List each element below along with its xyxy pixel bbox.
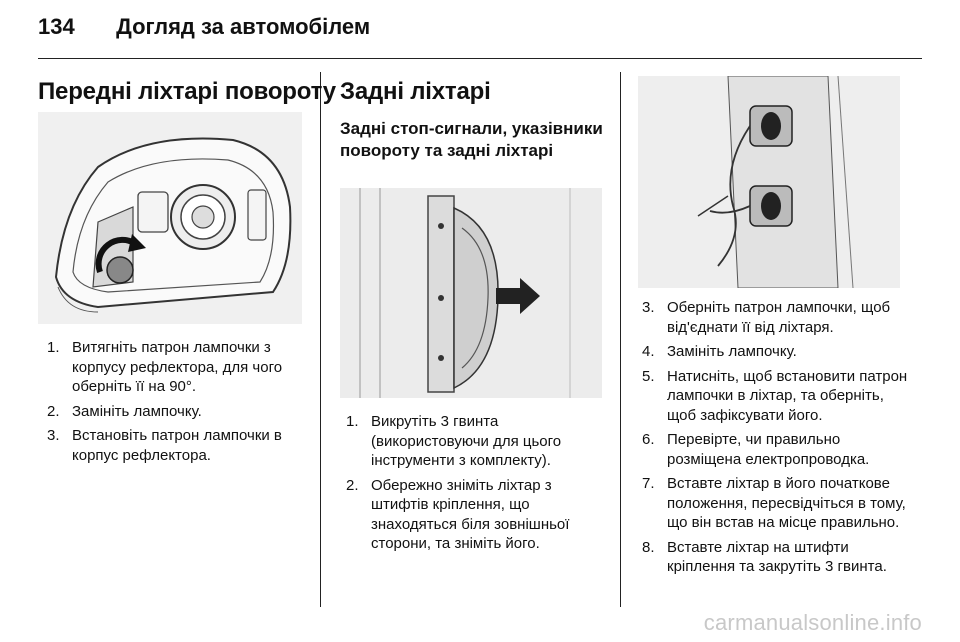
bulb-replacement-steps: [642, 298, 917, 582]
front-turn-signals-heading: Передні ліхтарі повороту: [38, 78, 336, 105]
page-number: 134: [38, 14, 75, 39]
header-divider: [38, 58, 922, 59]
list-item: [346, 412, 608, 471]
list-item: [47, 426, 309, 465]
tail-lamp-removal-illustration: [340, 188, 602, 398]
tail-lamp-bulb-holders-illustration: [638, 76, 900, 288]
list-item: [47, 338, 309, 397]
tail-lamps-subheading: Задні стоп-сигнали, указівники повороту та задні ліхтарі: [340, 119, 603, 160]
step-number: 8.: [642, 538, 655, 556]
list-item: [642, 430, 917, 469]
step-text: Витягніть патрон лампочки з корпусу рефлектора, для чого оберніть її на 90°.: [72, 339, 283, 395]
step-number: 7.: [642, 475, 655, 492]
list-item: [642, 367, 917, 426]
step-text: Вставте ліхтар на штифти кріплення та закрутіть 3 гвинта.: [667, 538, 887, 575]
tail-lamp-figure: [340, 188, 602, 398]
list-item: [47, 402, 309, 422]
list-item: [346, 476, 608, 554]
step-text: Замініть лампочку.: [667, 343, 797, 360]
step-number: 1.: [346, 413, 359, 430]
step-text: Викрутіть 3 гвинта (використовуючи для цього інструменти з комплекту).: [371, 413, 562, 469]
step-text: Замініть лампочку.: [72, 402, 202, 420]
step-number: 2.: [47, 402, 60, 420]
step-text: Вставте ліхтар в його початкове положення, пересвідчіться в тому, що він встав на місце правильно.: [667, 475, 906, 531]
step-number: 6.: [642, 431, 655, 448]
tail-removal-steps: [346, 412, 608, 559]
list-item: [642, 538, 917, 577]
step-number: 3.: [642, 299, 655, 316]
headlamp-rear-view-illustration: [38, 112, 302, 324]
tail-lamps-heading: Задні ліхтарі: [340, 78, 491, 105]
column-divider-2: [620, 72, 621, 607]
step-number: 4.: [642, 343, 655, 360]
step-number: 3.: [47, 427, 60, 444]
page-header: [38, 14, 370, 40]
list-item: [642, 474, 917, 533]
watermark: carmanualsonline.info: [703, 610, 922, 635]
front-turn-steps: [47, 338, 309, 470]
step-number: 2.: [346, 476, 359, 494]
bulb-holder-figure: [638, 76, 900, 288]
headlamp-figure: [38, 112, 302, 324]
step-text: Обережно зніміть ліхтар з штифтів кріплення, що знаходяться біля зовнішньої сторони, та зніміть його.: [371, 476, 570, 552]
step-text: Встановіть патрон лампочки в корпус рефлектора.: [72, 427, 282, 464]
list-item: [642, 298, 917, 337]
section-title: Догляд за автомобілем: [116, 14, 371, 39]
step-number: 1.: [47, 339, 60, 356]
step-text: Перевірте, чи правильно розміщена електропроводка.: [667, 431, 870, 468]
list-item: [642, 342, 917, 362]
step-text: Натисніть, щоб встановити патрон лампочки в ліхтар, та оберніть, щоб зафіксувати його.: [667, 367, 908, 424]
column-divider-1: [320, 72, 321, 607]
step-text: Оберніть патрон лампочки, щоб від'єднати її від ліхтаря.: [667, 299, 891, 336]
step-number: 5.: [642, 367, 655, 385]
